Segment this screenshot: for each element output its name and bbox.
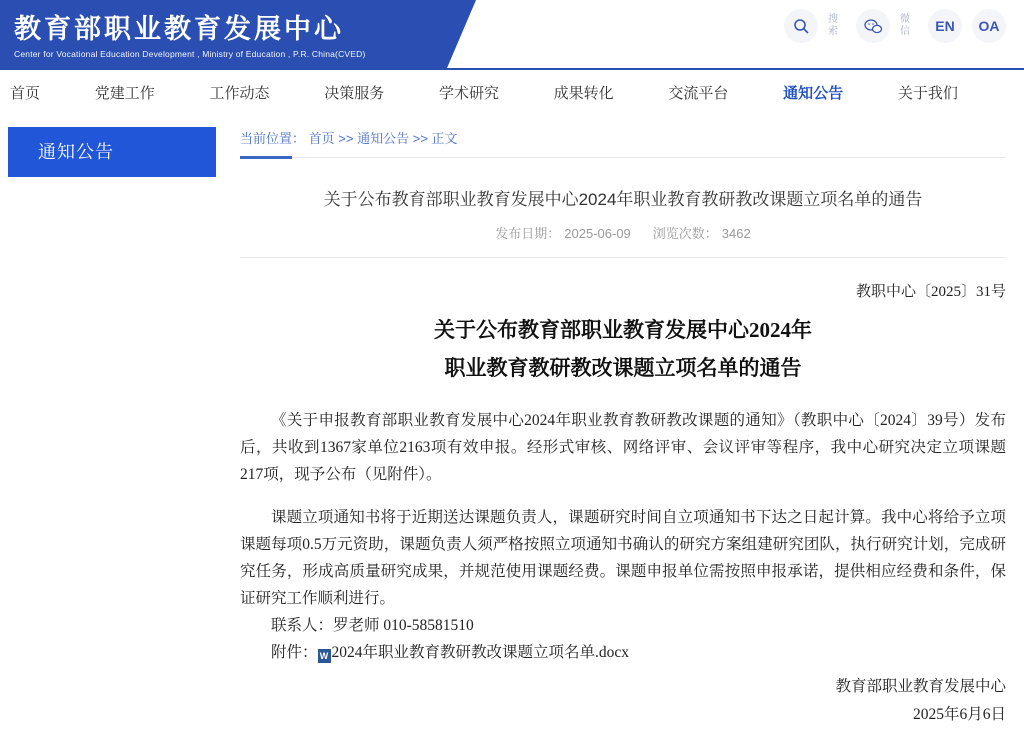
breadcrumb-underline [240,157,1006,158]
content-area [0,115,1024,729]
attachment-link[interactable]: 2024年职业教育教研教改课题立项名单.docx [331,644,630,661]
sidebar-item-notices[interactable]: 通知公告 [8,127,216,177]
english-version-button[interactable]: EN [928,9,962,43]
nav-item-achievement-transfer[interactable]: 成果转化 [553,85,614,102]
main-nav [0,70,1024,115]
views-label: 浏览次数： [652,226,718,241]
document-title-line1: 关于公布教育部职业教育发展中心2024年 [434,318,812,342]
nav-item-home[interactable]: 首页 [10,85,41,102]
contact-line: 联系人：罗老师 010-58581510 [271,617,474,634]
site-title: 教育部职业教育发展中心 [14,14,344,44]
signature-date: 2025年6月6日 [912,706,1006,723]
site-logo[interactable] [14,7,366,59]
site-subtitle: Center for Vocational Education Development , Ministry of Education , P.R. China(CVED) [14,49,366,59]
breadcrumb [240,128,1006,147]
breadcrumb-current: 正文 [431,131,458,146]
body-paragraph: 《关于申报教育部职业教育发展中心2024年职业教育教研教改课题的通知》（教职中心〔2024〕39号）发布后，共收到1367家单位2163项有效申报。经形式审核、网络评审、会议评审等程序，我中心研究决定立项课题217项，现予公布（见附件）。 [240,412,1006,483]
article-main [240,115,1006,729]
search-icon [793,18,810,35]
views-count: 3462 [721,226,751,241]
breadcrumb-section-link[interactable]: 通知公告 [357,131,410,146]
breadcrumb-label: 当前位置： [240,131,306,146]
oa-system-button[interactable]: OA [972,9,1006,43]
breadcrumb-home-link[interactable]: 首页 [308,131,335,146]
nav-item-policy-service[interactable]: 决策服务 [324,85,385,102]
header-toolbar [784,9,1006,43]
body-paragraph: 课题立项通知书将于近期送达课题负责人，课题研究时间自立项通知书下达之日起计算。我中心将给予立项课题每项0.5万元资助，课题负责人须严格按照立项通知书确认的研究方案组建研究团队，执行研究计划，完成研究任务，形成高质量研究成果，并规范使用课题经费。课题申报单位需按照申报承诺，提供相应经费和条件，保证研究工作顺利进行。 [240,509,1006,607]
document-number: 教职中心〔2025〕31号 [855,284,1006,300]
wechat-icon [863,18,883,35]
breadcrumb-separator: >> [412,131,428,146]
search-button[interactable] [784,9,818,43]
nav-item-party-building[interactable]: 党建工作 [94,85,155,102]
nav-item-work-news[interactable]: 工作动态 [209,85,270,102]
word-doc-icon: W [318,649,331,663]
search-label: 搜索 [828,14,838,37]
page-title: 关于公布教育部职业教育发展中心2024年职业教育教研教改课题立项名单的通告 [323,190,923,209]
nav-item-academic-research[interactable]: 学术研究 [438,85,499,102]
breadcrumb-separator: >> [338,131,354,146]
nav-item-about-us[interactable]: 关于我们 [897,85,958,102]
publish-date-label: 发布日期： [495,226,561,241]
document-title-line2: 职业教育教研教改课题立项名单的通告 [444,356,802,380]
document-title [240,311,1006,387]
meta-divider [240,257,1006,258]
wechat-button[interactable] [856,9,890,43]
wechat-label: 微信 [900,14,910,37]
publish-date-value: 2025-06-09 [564,226,631,241]
signature-org: 教育部职业教育发展中心 [835,678,1006,695]
nav-item-notices[interactable]: 通知公告 [783,85,844,102]
attachment-label: 附件： [271,644,318,661]
attachment-row [240,639,1006,666]
article-meta [240,223,1006,242]
nav-item-exchange-platform[interactable]: 交流平台 [668,85,729,102]
site-header [0,0,1024,70]
